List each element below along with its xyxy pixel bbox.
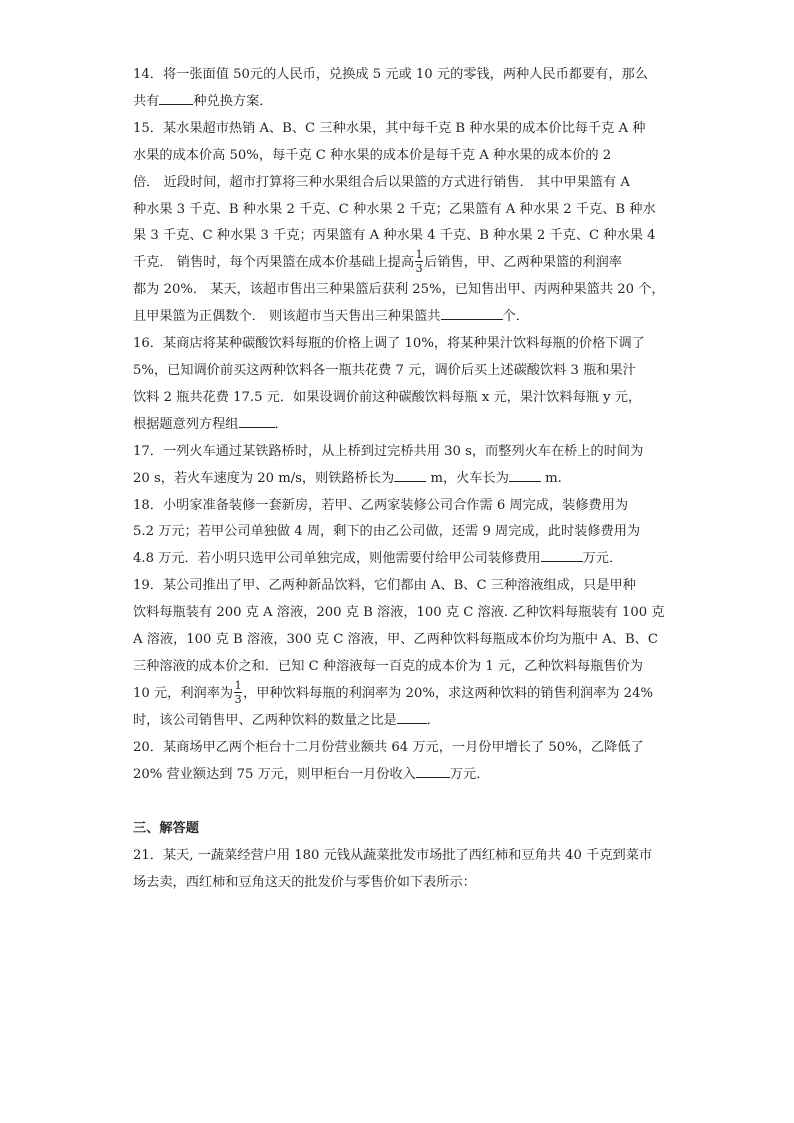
q18-text-b: 万元． [582,551,623,567]
answer-blank [509,467,541,482]
section-spacer [133,788,673,816]
q15-line-4: 种水果 3 千克、B 种水果 2 千克、C 种水果 2 千克；乙果篮有 A 种水果 2 千克、B 种水 [133,201,656,217]
question-15 [133,116,673,331]
fraction-numerator: 1 [234,678,242,692]
q17-text-c: m. [540,470,562,486]
answer-blank [416,763,450,778]
q19-line-3: A 溶液，100 克 B 溶液，300 克 C 溶液，甲、乙两种饮料每瓶成本价均为瓶中 A、B、C [133,632,658,648]
q19-line-1: 19．某公司推出了甲、乙两种新品饮料，它们都由 A、B、C 三种溶液组成，只是甲种 [133,578,636,594]
q16-line-1: 16．某商店将某种碳酸饮料每瓶的价格上调了 10%，将某种果汁饮料每瓶的价格下调了 [133,336,645,352]
answer-blank [441,305,503,320]
question-21 [133,843,673,897]
q17-text-b: m，火车长为 [426,470,509,486]
q19-text-b: ，甲种饮料每瓶的利润率为 20%，求这两种饮料的销售利润率为 24% [243,685,653,701]
question-17 [133,439,673,493]
q15-line-3: 倍． 近段时间，超市打算将三种水果组合后以果篮的方式进行销售． 其中甲果篮有 A [133,174,630,190]
fraction-denominator: 3 [234,692,242,706]
q15-text-a: 千克． 销售时，每个丙果篮在成本价基础上提高 [133,255,415,271]
q17-line-1: 17．一列火车通过某铁路桥时，从上桥到过完桥共用 30 s，而整列火车在桥上的时间为 [133,443,644,459]
section-title: 三、解答题 [133,821,199,837]
fraction-one-third [415,249,423,274]
q15-line-7: 都为 20%． 某天，该超市售出三种果篮后获利 25%，已知售出甲、丙两种果篮共 20 个， [133,282,665,298]
question-18 [133,493,673,574]
question-20 [133,735,673,789]
q19-line-4: 三种溶液的成本价之和．已知 C 种溶液每一百克的成本价为 1 元，乙种饮料每瓶售价为 [133,658,643,674]
q19-text-d: ． [426,712,440,728]
q15-text-d: 个． [502,309,529,325]
q14-text-a: 共有 [133,93,160,109]
q17-text-a: 20 s，若火车速度为 20 m/s，则铁路桥长为 [133,470,395,486]
fraction-denominator: 3 [415,262,423,276]
answer-blank [394,467,426,482]
q21-line-1: 21．某天, 一蔬菜经营户用 180 元钱从蔬菜批发市场批了西红柿和豆角共 40 千克到菜市 [133,848,653,864]
fraction-one-third [234,680,242,705]
q20-line-1: 20．某商场甲乙两个柜台十二月份营业额共 64 万元，一月份甲增长了 50%，乙降低了 [133,739,644,755]
q18-line-1: 18．小明家准备装修一套新房，若甲、乙两家装修公司合作需 6 周完成，装修费用为 [133,497,629,513]
document-content [133,62,673,897]
q16-text-b: ． [274,416,288,432]
q19-line-2: 饮料每瓶装有 200 克 A 溶液，200 克 B 溶液，100 克 C 溶液. 乙种饮料每瓶装有 100 克 [133,605,665,621]
q16-line-4 [133,412,673,439]
fraction-numerator: 1 [415,248,423,262]
question-14 [133,62,673,116]
q14-text-b: 种兑换方案． [193,93,273,109]
q16-line-3: 饮料 2 瓶共花费 17.5 元．如果设调价前这种碳酸饮料每瓶 x 元，果汁饮料每瓶 y 元， [133,389,642,405]
q18-line-3 [133,546,673,573]
q15-text-c: 且甲果篮为正偶数个． 则该超市当天售出三种果篮共 [133,309,441,325]
q15-line-1: 15．某水果超市热销 A、B、C 三种水果，其中每千克 B 种水果的成本价比每千克 A 种 [133,120,646,136]
question-19 [133,573,673,734]
q19-line-5 [133,678,673,708]
q15-line-5: 果 3 千克、C 种水果 3 千克；丙果篮有 A 种水果 4 千克、B 种水果 2 千克、C 种水果 4 [133,228,656,244]
q19-line-6 [133,708,673,735]
q20-line-2 [133,762,673,789]
question-16 [133,331,673,439]
q15-line-6 [133,250,673,277]
q14-line-1: 14．将一张面值 50元的人民币，兑换成 5 元或 10 元的零钱，两种人民币都要有，那么 [133,67,648,82]
q21-line-2: 场去卖，西红柿和豆角这天的批发价与零售价如下表所示： [133,875,476,891]
q16-line-2: 5%，已知调价前买这两种饮料各一瓶共花费 7 元，调价后买上述碳酸饮料 3 瓶和果汁 [133,362,636,378]
q18-line-2: 5.2 万元；若甲公司单独做 4 周，剩下的由乙公司做，还需 9 周完成，此时装修费用为 [133,524,641,540]
answer-blank [239,413,275,428]
q18-text-a: 4.8 万元．若小明只选甲公司单独完成，则他需要付给甲公司装修费用 [133,551,541,567]
q14-line-2 [133,89,673,116]
q20-text-a: 20% 营业额达到 75 万元，则甲柜台一月份收入 [133,766,416,782]
q15-line-2: 水果的成本价高 50%，每千克 C 种水果的成本价是每千克 A 种水果的成本价的 2 [133,147,612,163]
answer-blank [541,547,583,562]
q16-text-a: 根据题意列方程组 [133,416,239,432]
answer-blank [159,90,193,105]
q19-text-a: 10 元，利润率为 [133,685,234,701]
q19-text-c: 时，该公司销售甲、乙两种饮料的数量之比是 [133,712,397,728]
q15-line-8 [133,304,673,331]
q20-text-b: 万元． [449,766,490,782]
answer-blank [397,709,427,724]
q15-text-b: 后销售，甲、乙两种果篮的利润率 [424,255,622,271]
q17-line-2 [133,466,673,493]
